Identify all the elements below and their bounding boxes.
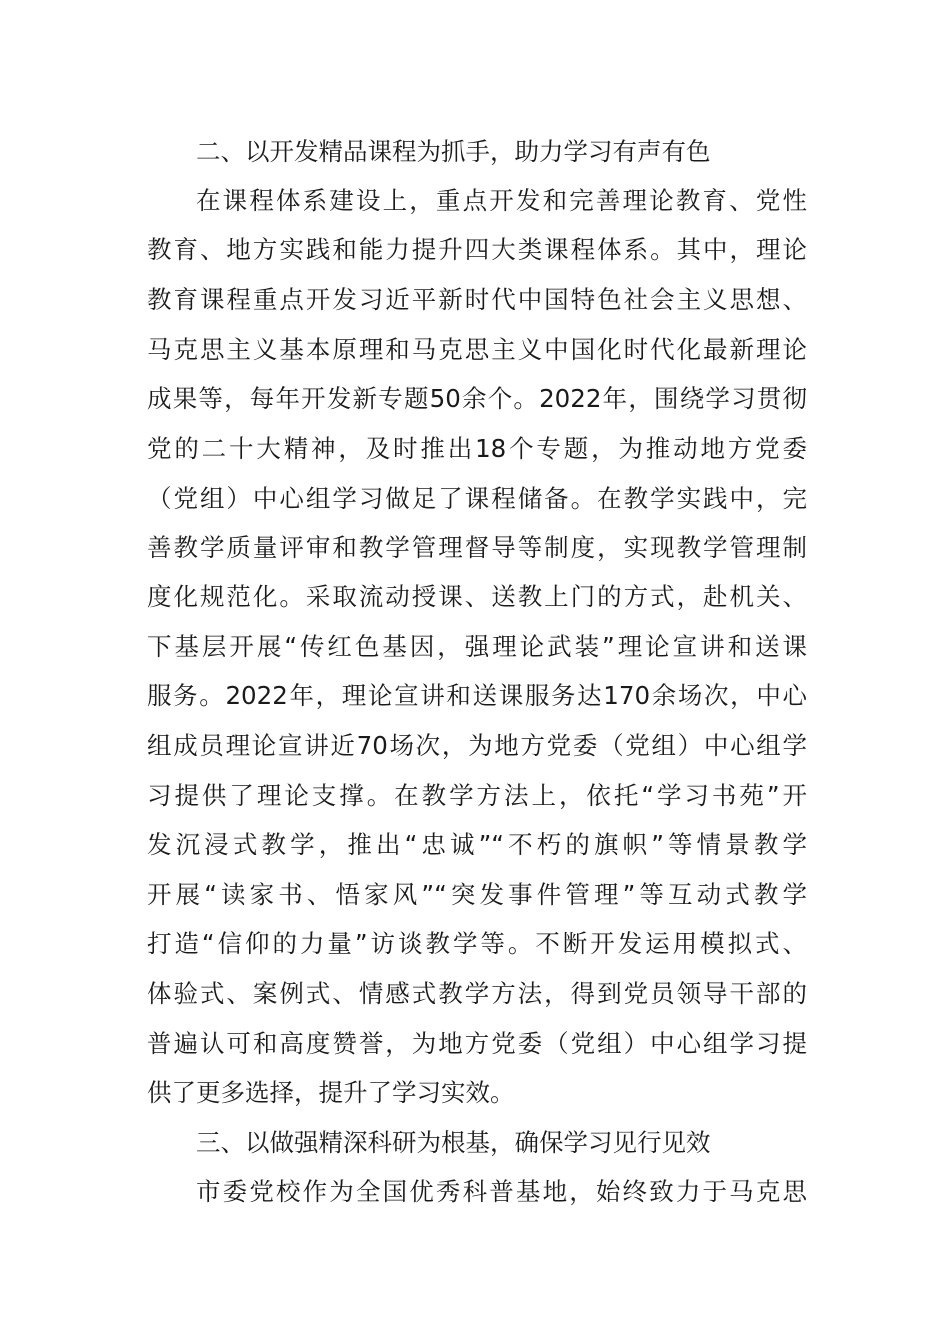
paragraph-line: 度化规范化。采取流动授课、送教上门的方式，赴机关、 [147, 582, 807, 611]
paragraph-line: 市委党校作为全国优秀科普基地，始终致力于马克思 [196, 1177, 807, 1206]
paragraph-line: 教育、地方实践和能力提升四大类课程体系。其中，理论 [147, 235, 807, 264]
paragraph-line: 开展“读家书、悟家风”“突发事件管理”等互动式教学 [147, 880, 807, 909]
paragraph-line: 打造“信仰的力量”访谈教学等。不断开发运用模拟式、 [147, 929, 807, 958]
paragraph-line: 习提供了理论支撑。在教学方法上，依托“学习书苑”开 [147, 781, 807, 810]
paragraph-line: （党组）中心组学习做足了课程储备。在教学实践中，完 [147, 484, 807, 513]
paragraph-line: 普遍认可和高度赞誉，为地方党委（党组）中心组学习提 [147, 1029, 807, 1058]
paragraph-line: 善教学质量评审和教学管理督导等制度，实现教学管理制 [147, 533, 807, 562]
paragraph-line: 体验式、案例式、情感式教学方法，得到党员领导干部的 [147, 979, 807, 1008]
paragraph-line: 党的二十大精神，及时推出18个专题，为推动地方党委 [147, 434, 807, 463]
section-heading-2: 二、以开发精品课程为抓手，助力学习有声有色 [196, 137, 711, 166]
paragraph-line: 在课程体系建设上，重点开发和完善理论教育、党性 [196, 186, 807, 215]
paragraph-line: 马克思主义基本原理和马克思主义中国化时代化最新理论 [147, 335, 807, 364]
paragraph-line: 发沉浸式教学，推出“忠诚”“不朽的旗帜”等情景教学 [147, 830, 807, 859]
paragraph-line: 供了更多选择，提升了学习实效。 [147, 1078, 515, 1107]
paragraph-line: 组成员理论宣讲近70场次，为地方党委（党组）中心组学 [147, 731, 807, 760]
section-heading-3: 三、以做强精深科研为根基，确保学习见行见效 [196, 1128, 711, 1157]
paragraph-line: 教育课程重点开发习近平新时代中国特色社会主义思想、 [147, 285, 807, 314]
paragraph-line: 下基层开展“传红色基因，强理论武装”理论宣讲和送课 [147, 632, 807, 661]
paragraph-line: 成果等，每年开发新专题50余个。2022年，围绕学习贯彻 [147, 384, 807, 413]
paragraph-line: 服务。2022年，理论宣讲和送课服务达170余场次，中心 [147, 681, 807, 710]
